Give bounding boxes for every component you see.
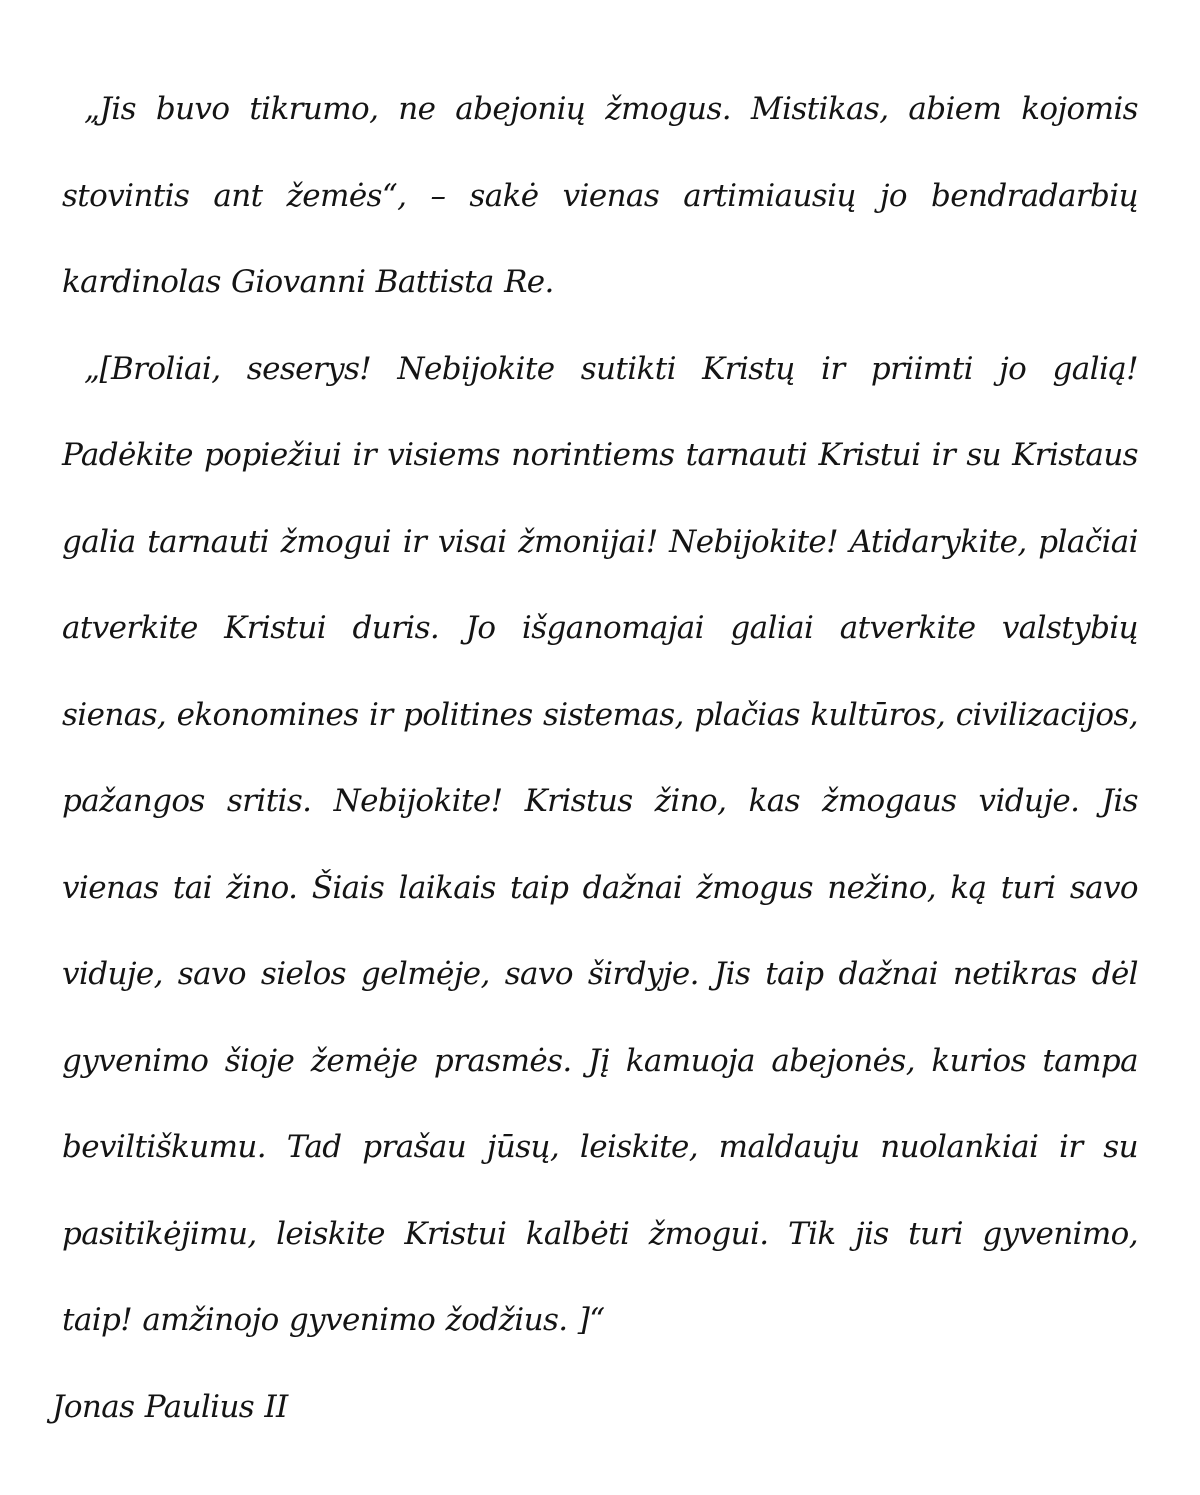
- paragraph-pope-quote: „[Broliai, seserys! Nebijokite sutikti Kristų ir priimti jo galią! Padėkite popiežiui ir visiems norintiems tarnauti Kristui ir su Kristaus galia tarnauti žmogui ir visai žmonijai! Nebijokite! Atidarykite, plačiai atverkite Kristui duris. Jo išganomajai galiai atverkite valstybių sienas, ekonomines ir politines sistemas, plačias kultūros, civilizacijos, pažangos sritis. Nebijokite! Kristus žino, kas žmogaus viduje. Jis vienas tai žino. Šiais laikais taip dažnai žmogus nežino, ką turi savo viduje, savo sielos gelmėje, savo širdyje. Jis taip dažnai netikras dėl gyvenimo šioje žemėje prasmės. Jį kamuoja abejonės, kurios tampa beviltiškumu. Tad prašau jūsų, leiskite, maldauju nuolankiai ir su pasitikėjimu, leiskite Kristui kalbėti žmogui. Tik jis turi gyvenimo, taip! amžinojo gyvenimo žodžius. ]“: [62, 350, 1138, 1338]
- paragraph-cardinal-quote: „Jis buvo tikrumo, ne abejonių žmogus. Mistikas, abiem kojomis stovintis ant žemės“, – sakė vienas artimiausių jo bendradarbių kardinolas Giovanni Battista Re.: [62, 91, 1138, 300]
- text-block: [52, 66, 1138, 1450]
- signature: Jonas Paulius II: [52, 1388, 288, 1425]
